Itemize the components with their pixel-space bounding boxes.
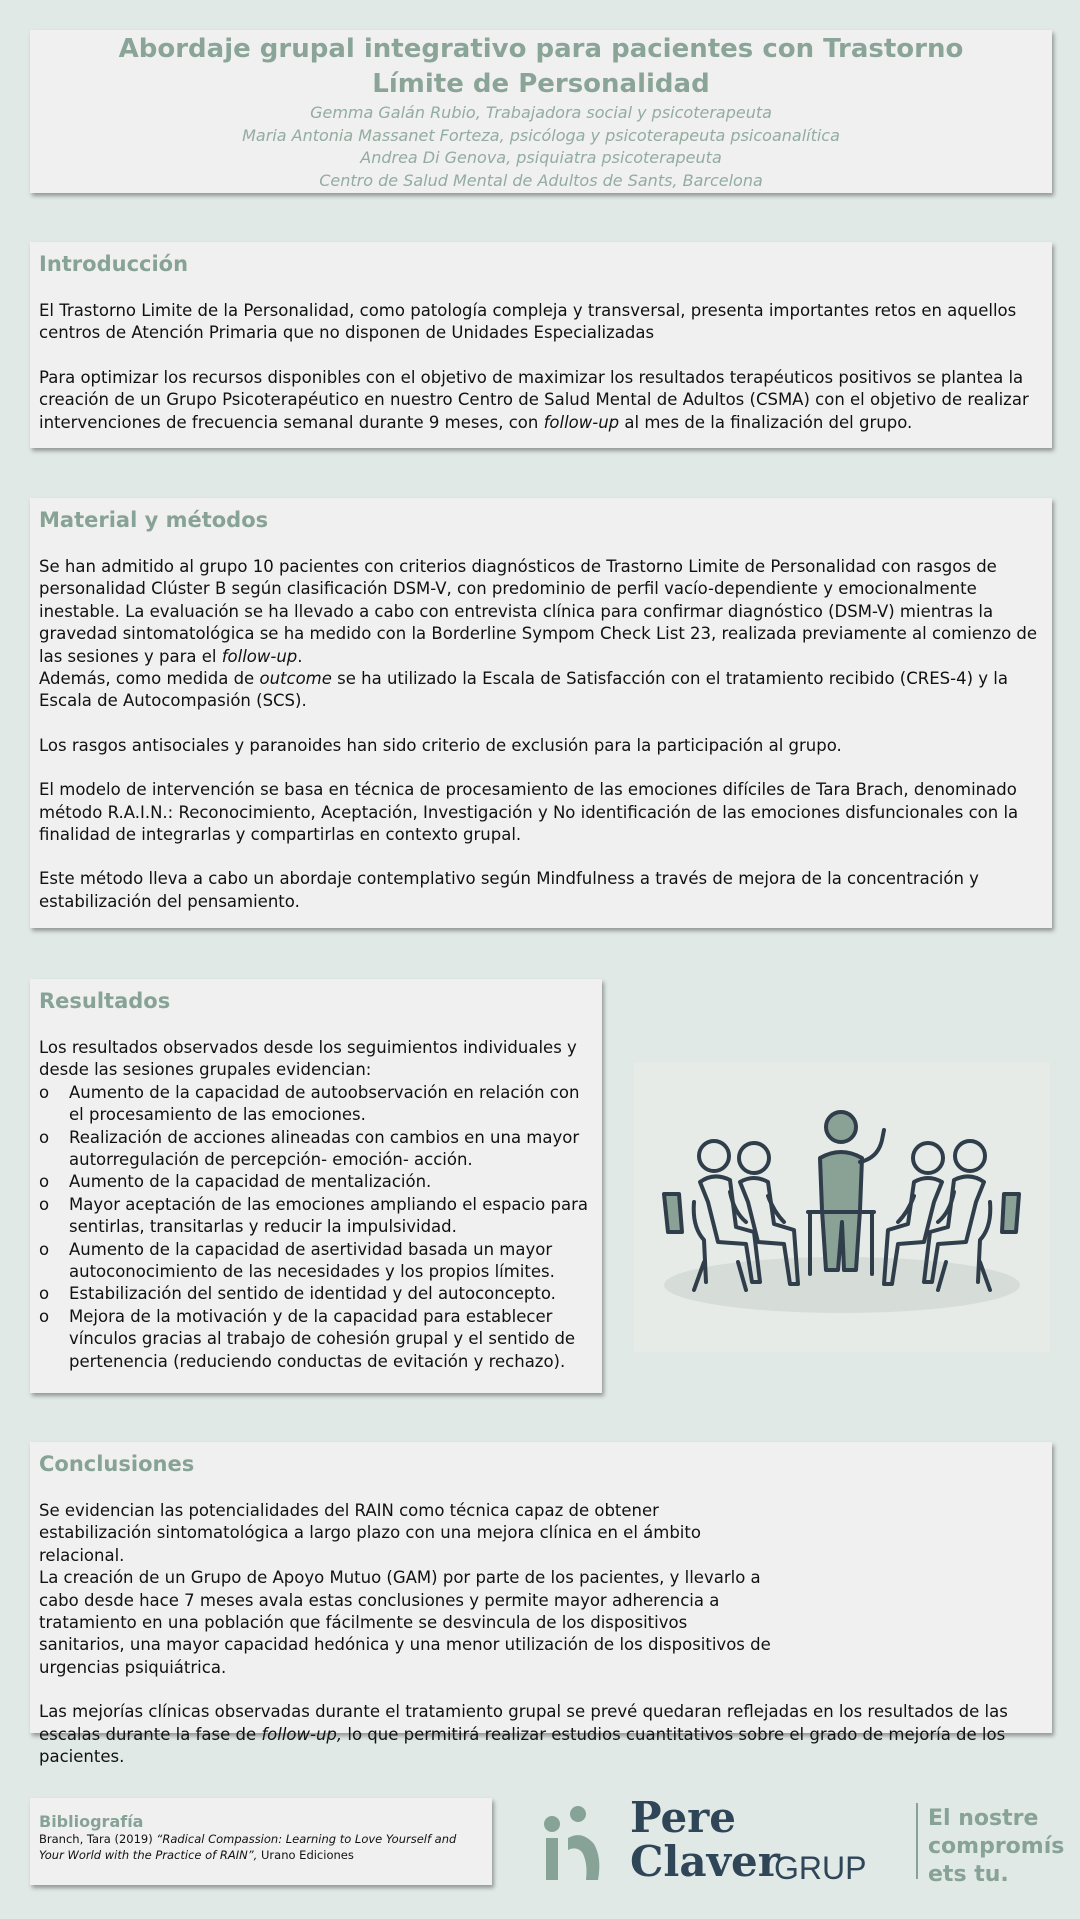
conclusions-section bbox=[30, 1442, 1052, 1767]
author-line-3: Andrea Di Genova, psiquiatra psicoterapeuta bbox=[360, 148, 722, 167]
tagline-line-1: El nostre bbox=[928, 1806, 1039, 1831]
results-section bbox=[30, 979, 602, 1393]
tagline-line-2: compromís bbox=[928, 1834, 1065, 1859]
bibliography-heading: Bibliografía bbox=[39, 1812, 144, 1831]
tagline-line-3: ets tu. bbox=[928, 1862, 1009, 1887]
results-intro: Los resultados observados desde los seguimientos individuales y desde las sesiones grupales evidencian: bbox=[39, 1038, 577, 1080]
list-item: o Realización de acciones alineadas con cambios en una mayor autorregulación de percepción- emoción- acción. bbox=[39, 1127, 580, 1170]
methods-paragraph-4: El modelo de intervención se basa en técnica de procesamiento de las emociones difíciles de Tara Brach, denominado método R.A.I.N.: Reconocimiento, Aceptación, Investigación y No identificación de las emociones disfuncionales con la finalidad de integrarlas y compartirlas en contexto grupal. bbox=[39, 780, 1019, 845]
bibliography-reference: Branch, Tara (2019) “Radical Compassion: Learning to Love Yourself and Your World with the Practice of RAIN”, Urano Ediciones bbox=[39, 1832, 457, 1862]
conclusions-heading: Conclusiones bbox=[39, 1452, 195, 1476]
group-therapy-icon bbox=[634, 1062, 1050, 1352]
poster-title: Abordaje grupal integrativo para pacientes con Trastorno Límite de Personalidad bbox=[118, 34, 964, 99]
introduction-heading: Introducción bbox=[39, 252, 189, 276]
list-item: o Mejora de la motivación y de la capacidad para establecer vínculos gracias al trabajo de cohesión grupal y el sentido de pertenencia (reduciendo conductas de evitación y rechazo). bbox=[39, 1306, 576, 1371]
logo-word-claver: Claver bbox=[630, 1837, 780, 1886]
pere-claver-logo bbox=[538, 1794, 878, 1894]
methods-section bbox=[30, 498, 1052, 928]
tagline bbox=[928, 1805, 1064, 1889]
results-heading: Resultados bbox=[39, 989, 171, 1013]
introduction-section bbox=[30, 242, 1052, 448]
conclusions-paragraph-2: La creación de un Grupo de Apoyo Mutuo (GAM) por parte de los pacientes, y llevarlo a cabo desde hace 7 meses avala estas conclusiones y permite mayor adherencia a tratamiento en una población que fácilmente se desvincula de los dispositivos sanitarios, una mayor capacidad hedónica y una menor utilización de los dispositivos de urgencias psiquiátrica. bbox=[39, 1568, 771, 1677]
introduction-paragraph-1: El Trastorno Limite de la Personalidad, como patología compleja y transversal, presenta importantes retos en aquellos centros de Atención Primaria que no disponen de Unidades Especializadas bbox=[39, 301, 1017, 343]
methods-paragraph-1: Se han admitido al grupo 10 pacientes con criterios diagnósticos de Trastorno Limite de Personalidad con rasgos de personalidad Clúster B según clasificación DSM-V, con predominio de perfil vacío-dependiente y emocionalmente inestable. La evaluación se ha llevado a cabo con entrevista clínica para confirmar diagnóstico (DSM-V) mientras la gravedad sintomatológica se ha medido con la Borderline Sympom Check List 23, realizada previamente al comienzo de las sesiones y para el follow-up. bbox=[39, 557, 1038, 666]
methods-heading: Material y métodos bbox=[39, 508, 269, 532]
affiliation-line: Centro de Salud Mental de Adultos de Sants, Barcelona bbox=[319, 170, 763, 190]
list-item: o Mayor aceptación de las emociones ampliando el espacio para sentirlas, transitarlas y reducir la impulsividad. bbox=[39, 1194, 589, 1237]
logo-mark-icon bbox=[538, 1802, 608, 1892]
results-list bbox=[39, 1082, 592, 1373]
list-item: o Aumento de la capacidad de asertividad basada un mayor autoconocimiento de las necesidades y los propios límites. bbox=[39, 1239, 555, 1282]
conclusions-paragraph-1: Se evidencian las potencialidades del RAIN como técnica capaz de obtener estabilización sintomatológica a largo plazo con una mejora clínica en el ámbito relacional. bbox=[39, 1501, 701, 1565]
group-therapy-illustration bbox=[634, 1062, 1050, 1352]
methods-paragraph-2: Además, como medida de outcome se ha utilizado la Escala de Satisfacción con el tratamiento recibido (CRES-4) y la Escala de Autocompasión (SCS). bbox=[39, 669, 1008, 711]
list-item: o Estabilización del sentido de identidad y del autoconcepto. bbox=[39, 1284, 556, 1304]
list-item: o Aumento de la capacidad de autoobservación en relación con el procesamiento de las emociones. bbox=[39, 1082, 580, 1125]
list-item: o Aumento de la capacidad de mentalización. bbox=[39, 1172, 432, 1192]
title-banner bbox=[30, 30, 1052, 193]
methods-paragraph-5: Este método lleva a cabo un abordaje contemplativo según Mindfulness a través de mejora de la concentración y estabilización del pensamiento. bbox=[39, 869, 979, 911]
logo-word-grup: GRUP bbox=[774, 1850, 867, 1886]
bibliography-section bbox=[30, 1798, 492, 1885]
logo-word-pere: Pere bbox=[630, 1793, 737, 1842]
methods-paragraph-3: Los rasgos antisociales y paranoides han sido criterio de exclusión para la participación al grupo. bbox=[39, 735, 842, 755]
conclusions-paragraph-3: Las mejorías clínicas observadas durante el tratamiento grupal se prevé quedaran reflejadas en los resultados de las escalas durante la fase de follow-up, lo que permitirá realizar estudios cuantitativos sobre el grado de mejoría de los pacientes. bbox=[39, 1702, 1008, 1767]
introduction-paragraph-2: Para optimizar los recursos disponibles con el objetivo de maximizar los resultados terapéuticos positivos se plantea la creación de un Grupo Psicoterapéutico en nuestro Centro de Salud Mental de Adultos (CSMA) con el objetivo de realizar intervenciones de frecuencia semanal durante 9 meses, con follow-up al mes de la finalización del grupo. bbox=[39, 367, 1029, 432]
author-line-1: Gemma Galán Rubio, Trabajadora social y psicoterapeuta bbox=[310, 103, 772, 122]
author-line-2: Maria Antonia Massanet Forteza, psicóloga y psicoterapeuta psicoanalítica bbox=[242, 125, 840, 145]
logo-divider bbox=[916, 1803, 918, 1879]
